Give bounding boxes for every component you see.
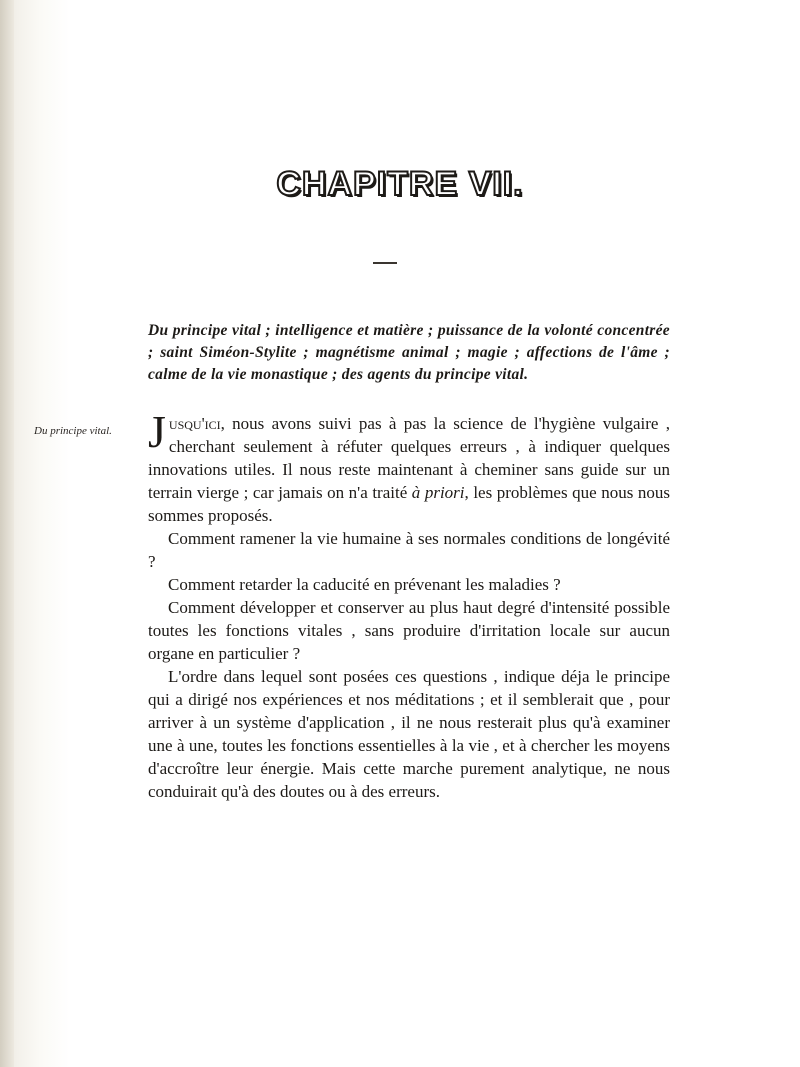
italic-phrase: à priori bbox=[411, 483, 465, 502]
chapter-title: CHAPITRE VII. bbox=[276, 165, 524, 203]
first-word: usqu'ici bbox=[168, 414, 221, 433]
paragraph-1-text: , nous avons suivi pas à pas la science de l'hygiène vulgaire , cherchant seulement à réfuter quelques erreurs , à indiquer quelques innovations utiles. Il nous reste maintenant à cheminer sans guide sur un terrain vierge ; car jamais on n'a traité bbox=[148, 414, 670, 502]
paragraph-1-end: , les problèmes que nous nous sommes proposés. bbox=[148, 483, 670, 525]
paragraph-2: Comment ramener la vie humaine à ses normales conditions de longévité ? bbox=[148, 529, 670, 571]
page-binding-edge bbox=[0, 0, 14, 1067]
paragraph-4: Comment développer et conserver au plus haut degré d'intensité possible toutes les fonctions vitales , sans produire d'irritation locale sur aucun organe en particulier ? bbox=[148, 598, 670, 663]
margin-note: Du principe vital. bbox=[34, 425, 112, 437]
paragraph-1 bbox=[148, 406, 670, 527]
body-text bbox=[148, 406, 670, 803]
title-rule bbox=[373, 262, 397, 264]
drop-cap: J bbox=[148, 406, 166, 457]
paragraph-5: L'ordre dans lequel sont posées ces questions , indique déja le principe qui a dirigé nos expériences et nos méditations ; et il semblerait que , pour arriver à un système d'application , il ne nous resterait plus qu'à examiner une à une, toutes les fonctions essentielles à la vie , et à chercher les moyens d'accroître leur énergie. Mais cette marche purement analytique, ne nous conduirait qu'à des doutes ou à des erreurs. bbox=[148, 667, 670, 801]
chapter-summary: Du principe vital ; intelligence et matière ; puissance de la volonté concentrée ; saint Siméon-Stylite ; magnétisme animal ; magie ; affections de l'âme ; calme de la vie monastique ; des agents du principe vital. bbox=[148, 322, 670, 383]
paragraph-3: Comment retarder la caducité en prévenant les maladies ? bbox=[168, 575, 561, 594]
